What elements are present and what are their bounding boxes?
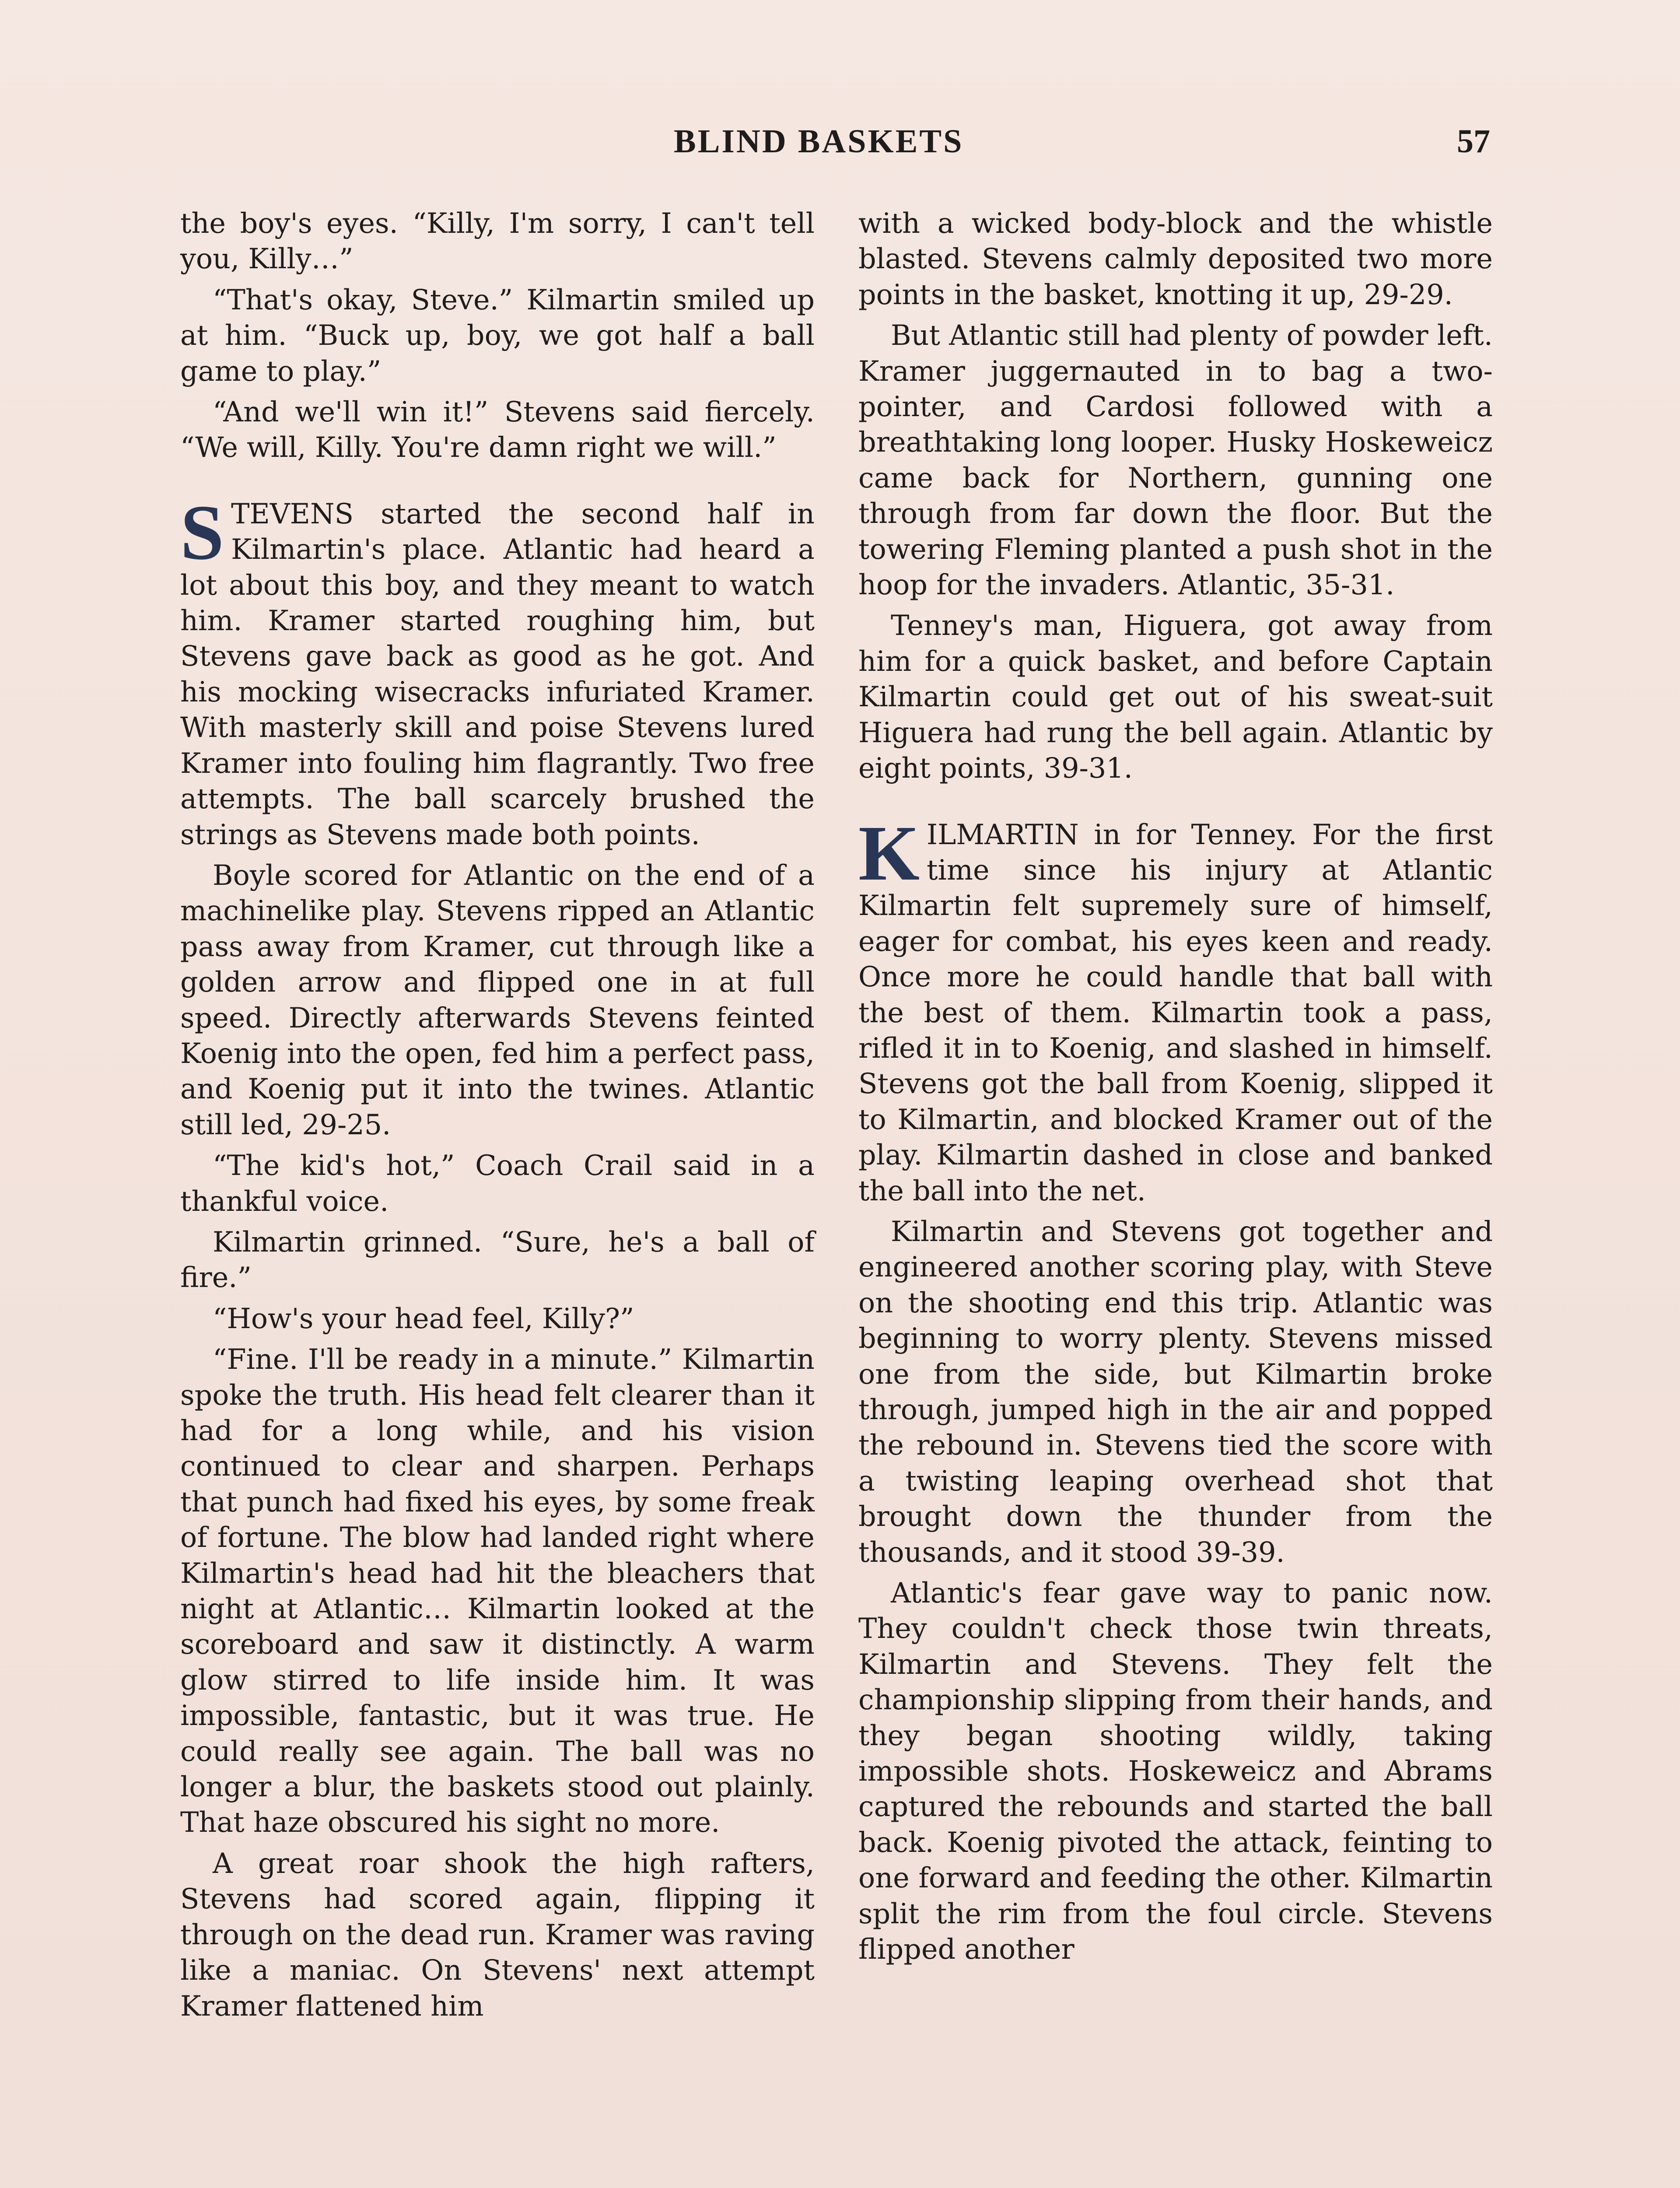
- drop-cap: S: [180, 488, 224, 576]
- paragraph: with a wicked body-block and the whistle blasted. Stevens calmly deposited two more points in the basket, knotting it up, 29-29.: [858, 207, 1493, 311]
- page-number: 57: [1457, 123, 1490, 160]
- section-paragraph: [180, 488, 815, 852]
- right-column: [858, 206, 1493, 1973]
- drop-cap: K: [858, 809, 920, 897]
- paragraph: the boy's eyes. “Killy, I'm sorry, I can't tell you, Killy…”: [180, 207, 815, 275]
- running-header: BLIND BASKETS: [674, 123, 964, 160]
- section-paragraph: [858, 809, 1493, 1209]
- paragraph: A great roar shook the high rafters, Stevens had scored again, flipping it through on the dead run. Kramer was raving like a maniac. On Stevens' next attempt Kramer flattened him: [180, 1847, 815, 2022]
- paragraph: Tenney's man, Higuera, got away from him for a quick basket, and before Captain Kilmartin could get out of his sweat-suit Higuera had rung the bell again. Atlantic by eight points, 39-31.: [858, 609, 1493, 785]
- paragraph: “How's your head feel, Killy?”: [213, 1302, 634, 1335]
- paragraph: “Fine. I'll be ready in a minute.” Kilmartin spoke the truth. His head felt clearer than it had for a long while, and his vision continued to clear and sharpen. Perhaps that punch had fixed his eyes, by some freak of fortune. The blow had landed right where Kilmartin's head had hit the bleachers that night at Atlantic… Kilmartin looked at the scoreboard and saw it distinctly. A warm glow stirred to life inside him. It was impossible, fantastic, but it was true. He could really see again. The ball was no longer a blur, the baskets stood out plainly. That haze obscured his sight no more.: [180, 1343, 815, 1839]
- paragraph: “The kid's hot,” Coach Crail said in a thankful voice.: [180, 1149, 815, 1217]
- section-text: ILMARTIN in for Tenney. For the first time since his injury at Atlantic Kilmartin felt supremely sure of himself, eager for combat, his eyes keen and ready. Once more he could handle that ball with the best of them. Kilmartin took a pass, rifled it in to Koenig, and slashed in himself. Stevens got the ball from Koenig, slipped it to Kilmartin, and blocked Kramer out of the play. Kilmartin dashed in close and banked the ball into the net.: [858, 818, 1493, 1207]
- section-text: TEVENS started the second half in Kilmartin's place. Atlantic had heard a lot about this boy, and they meant to watch him. Kramer started roughing him, but Stevens gave back as good as he got. And his mocking wisecracks infuriated Kramer. With masterly skill and poise Stevens lured Kramer into fouling him flagrantly. Two free attempts. The ball scarcely brushed the strings as Stevens made both points.: [180, 497, 815, 851]
- paragraph: “That's okay, Steve.” Kilmartin smiled up at him. “Buck up, boy, we got half a ball game to play.”: [180, 283, 815, 387]
- paragraph: “And we'll win it!” Stevens said fiercely. “We will, Killy. You're damn right we will.”: [180, 396, 815, 464]
- paragraph: Kilmartin grinned. “Sure, he's a ball of fire.”: [180, 1225, 815, 1294]
- left-column: [180, 206, 815, 2029]
- paragraph: Kilmartin and Stevens got together and engineered another scoring play, with Steve on the shooting end this trip. Atlantic was beginning to worry plenty. Stevens missed one from the side, but Kilmartin broke through, jumped high in the air and popped the rebound in. Stevens tied the score with a twisting leaping overhead shot that brought down the thunder from the thousands, and it stood 39-39.: [858, 1215, 1493, 1568]
- paragraph: Boyle scored for Atlantic on the end of a machinelike play. Stevens ripped an Atlantic pass away from Kramer, cut through like a golden arrow and flipped one in at full speed. Directly afterwards Stevens feinted Koenig into the open, fed him a perfect pass, and Koenig put it into the twines. Atlantic still led, 29-25.: [180, 859, 815, 1141]
- paragraph: But Atlantic still had plenty of powder left. Kramer juggernauted in to bag a two-pointer, and Cardosi followed with a breathtaking long looper. Husky Hoskeweicz came back for Northern, gunning one through from far down the floor. But the towering Fleming planted a push shot in the hoop for the invaders. Atlantic, 35-31.: [858, 319, 1493, 601]
- paragraph: Atlantic's fear gave way to panic now. They couldn't check those twin threats, Kilmartin and Stevens. They felt the championship slipping from their hands, and they began shooting wildly, taking impossible shots. Hoskeweicz and Abrams captured the rebounds and started the ball back. Koenig pivoted the attack, feinting to one forward and feeding the other. Kilmartin split the rim from the foul circle. Stevens flipped another: [858, 1577, 1493, 1966]
